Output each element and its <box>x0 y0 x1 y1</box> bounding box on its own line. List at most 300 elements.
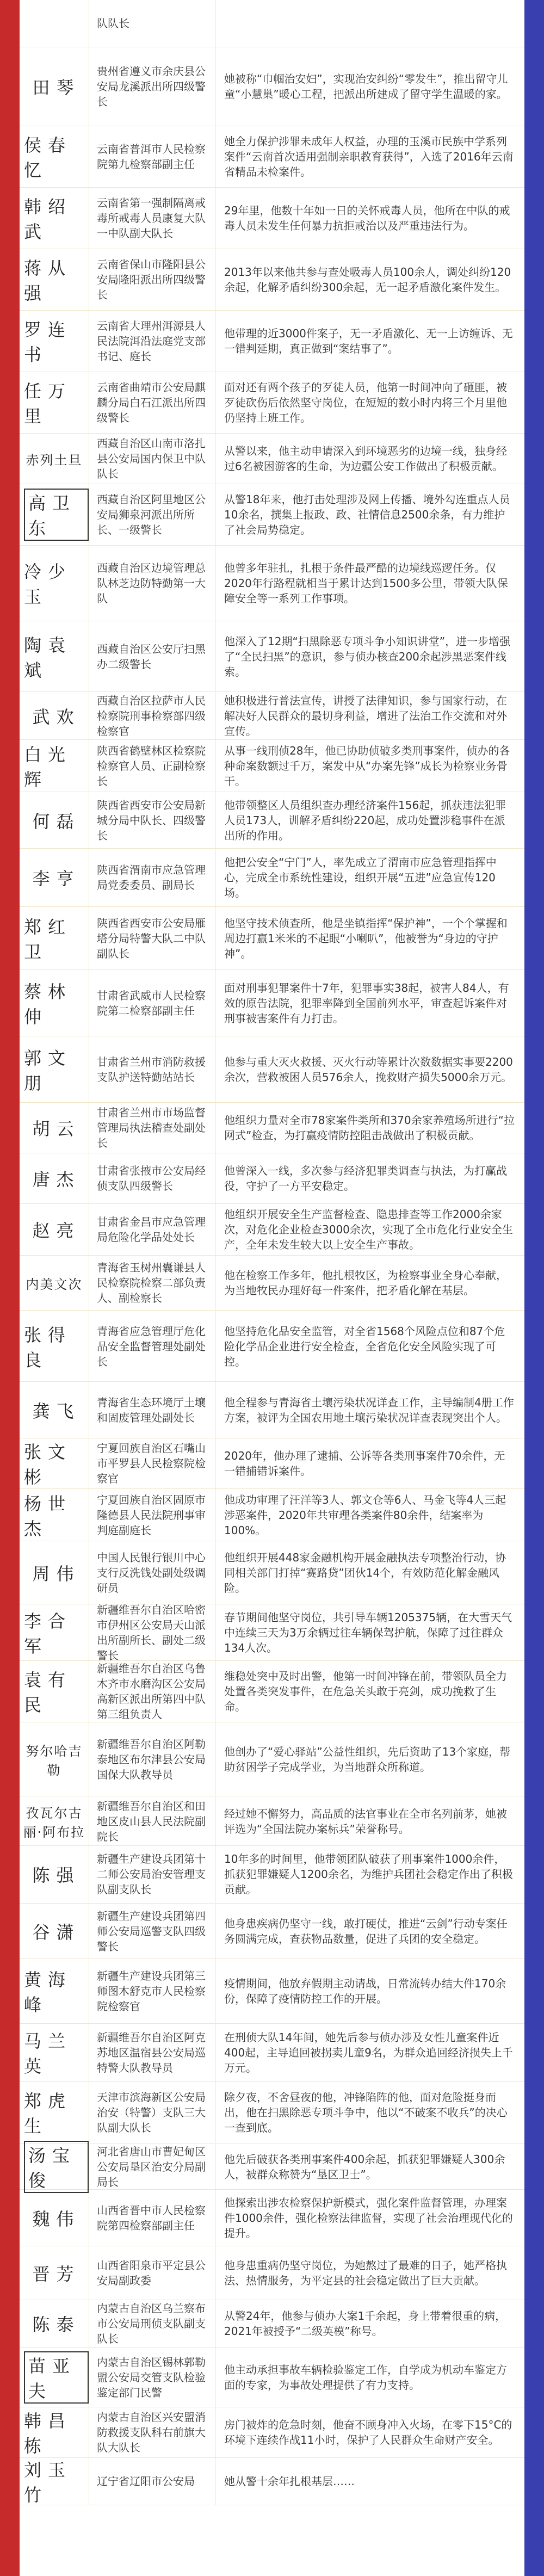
honoree-name-text: 蔡林伸 <box>24 981 72 1027</box>
honoree-deed-text: 他全程参与青海省土壤污染状况详查工作，主导编制4册工作方案，被评为全国农用地土壤污染状况详查表现突出个人。 <box>224 1395 514 1424</box>
honoree-row <box>20 2190 524 2246</box>
honoree-row <box>20 126 524 188</box>
honoree-name-text: 苗亚夫 <box>24 2351 89 2404</box>
honoree-unit <box>89 1153 215 1203</box>
honoree-unit <box>89 47 215 126</box>
honoree-name-text: 高卫东 <box>24 489 89 541</box>
honoree-deed <box>215 2300 524 2347</box>
honoree-deed <box>215 2407 524 2457</box>
honoree-deed-text: 2020年，他办理了逮捕、公诉等各类刑事案件70余件，无一错捕错诉案件。 <box>224 1449 505 1478</box>
honoree-deed <box>215 47 524 126</box>
honoree-unit-text: 河北省唐山市曹妃甸区公安局垦区治安分局副局长 <box>97 2145 206 2189</box>
honoree-name <box>20 2024 89 2081</box>
honoree-deed <box>215 621 524 691</box>
honoree-deed-text: 他把公安全“宁门”人，率先成立了渭南市应急管理指挥中心，完成全市系统性建设，组织开展“五进”应急宣传120场。 <box>224 856 497 899</box>
honoree-row <box>20 47 524 126</box>
honoree-unit-text: 西藏自治区拉萨市人民检察院刑事检察部四级检察官 <box>97 694 206 738</box>
honoree-row <box>20 1036 524 1103</box>
honoree-row <box>20 372 524 434</box>
honoree-row <box>20 907 524 970</box>
honoree-deed-text: 他参与重大灭火救援、灭火行动等累计次数数据实事要2200余次，营救被困人员576余人，挽救财产损失5000余万元。 <box>224 1055 513 1084</box>
honoree-deed-text: 除夕夜，不舍昼夜的他，冲锋陷阵的他，面对危险挺身而出，他在扫黑除恶专项斗争中，他以“不破案不收兵”的决心一查到底。 <box>224 2091 508 2134</box>
honoree-unit <box>89 2246 215 2300</box>
honoree-unit-text: 青海省生态环境厅土壤和固废管理处副处长 <box>97 1395 206 1424</box>
honoree-deed <box>215 2144 524 2189</box>
honoree-deed <box>215 2348 524 2407</box>
honoree-unit <box>89 1036 215 1102</box>
honoree-deed <box>215 484 524 545</box>
honoree-deed-text: 他带理的近3000件案子，无一矛盾激化、无一上访缠诉、无一错判延期，真正做到“案结事了”。 <box>224 327 513 355</box>
honoree-deed <box>215 1845 524 1903</box>
honoree-unit-text: 山西省阳泉市平定县公安局副政委 <box>97 2259 206 2287</box>
honoree-deed-text: 他成功审理了汪洋等3人、郭文仓等6人、马金飞等4人三起涉恶案件，2020年共审理各类案件80余件，结案率为100%。 <box>224 1493 506 1537</box>
honoree-row <box>20 1103 524 1153</box>
honoree-deed <box>215 1541 524 1604</box>
honoree-name-text: 蒋从强 <box>24 258 72 304</box>
honoree-row <box>20 2300 524 2348</box>
honoree-unit-text: 甘肃省兰州市消防救援支队护送特勤站站长 <box>97 1055 206 1084</box>
honoree-deed <box>215 372 524 433</box>
honoree-deed-text: 在刑侦大队14年间，她先后参与侦办涉及女性儿童案件近400起，主导追回被拐卖儿童9名，为群众追回经济损失上千万元。 <box>224 2031 513 2074</box>
honoree-name <box>20 1661 89 1722</box>
honoree-unit <box>89 693 215 739</box>
honoree-row <box>20 2348 524 2407</box>
honoree-deed-text: 他主动承担事故车辆检验鉴定工作，自学成为机动车鉴定方面的专家，为事故处理提供了有力支持。 <box>224 2363 507 2392</box>
honoree-deed-text: 他曾多年驻扎，扎根于条件最严酷的边境线巡逻任务。仅2020年行路程就相当于累计达到1500多公里，带领大队保障安全等一系列工作事项。 <box>224 561 508 605</box>
honoree-row <box>20 434 524 484</box>
honoree-deed <box>215 434 524 484</box>
honoree-name <box>20 2407 89 2457</box>
honoree-unit <box>89 1438 215 1488</box>
honoree-deed-text: 他组织开展安全生产监督检查、隐患排查等工作2000余家次，对危化企业检查3000余次，实现了全市危化行业安全生产，全年未发生较大以上安全生产事故。 <box>224 1207 513 1251</box>
honoree-deed <box>215 849 524 906</box>
honoree-deed <box>215 2082 524 2143</box>
honoree-row <box>20 1153 524 1204</box>
honoree-unit <box>89 1845 215 1903</box>
honoree-name-text: 周伟 <box>32 1563 81 1584</box>
honoree-unit-text: 云南省曲靖市公安局麒麟分局白石江派出所四级警长 <box>97 381 206 424</box>
honoree-unit <box>89 311 215 372</box>
honoree-unit <box>89 372 215 433</box>
honoree-name <box>20 1722 89 1796</box>
honoree-name-text: 魏伟 <box>32 2208 81 2229</box>
honoree-unit <box>89 484 215 545</box>
honoree-deed-text: 从警以来，他主动申请深入到环境恶劣的边境一线，独身经过6名被困游客的生命，为边疆公安工作做出了积极贡献。 <box>224 444 507 473</box>
honoree-name <box>20 311 89 372</box>
honoree-unit <box>89 1797 215 1845</box>
honoree-deed-text: 她被称“巾帼治安妇”，实现治安纠纷“零发生”，推出留守儿童“小慧巢”暖心工程，把派出所建成了留守学生温暖的家。 <box>224 72 508 101</box>
honoree-unit <box>89 1489 215 1541</box>
honoree-name-text: 李合军 <box>24 1610 72 1657</box>
honoree-name <box>20 1489 89 1541</box>
honoree-unit-text: 新疆生产建设兵团第三师图木舒克市人民检察院检察官 <box>97 1969 206 2013</box>
honoree-row <box>20 0 524 47</box>
honoree-deed <box>215 2246 524 2300</box>
honoree-name <box>20 372 89 433</box>
honoree-name <box>20 1036 89 1102</box>
honoree-row <box>20 2024 524 2082</box>
honoree-unit <box>89 249 215 310</box>
honoree-unit <box>89 849 215 906</box>
honoree-row <box>20 1661 524 1722</box>
honoree-unit-text: 陕西省渭南市应急管理局党委委员、副局长 <box>97 863 206 892</box>
honoree-name-text: 赵亮 <box>32 1220 81 1241</box>
honoree-name-text: 武欢 <box>32 707 81 727</box>
honoree-deed-text: 从事一线刑侦28年，他已协助侦破多类刑事案件，侦办的各种命案数额过千万，案发中从“办案先锋”成长为检察业务骨干。 <box>224 744 510 788</box>
honoree-name <box>20 740 89 792</box>
honoree-row <box>20 1311 524 1382</box>
honoree-name-text: 黄海峰 <box>24 1969 72 2015</box>
honoree-unit-text: 中国人民银行银川中心支行反洗钱处副处级调研员 <box>97 1550 206 1595</box>
honoree-name <box>20 621 89 691</box>
honoree-name-text: 罗连书 <box>24 319 72 365</box>
honoree-name-text: 冷少玉 <box>24 561 72 607</box>
honoree-name-text: 汤宝俊 <box>24 2141 89 2193</box>
honoree-unit <box>89 792 215 848</box>
honoree-row <box>20 2407 524 2458</box>
honoree-unit <box>89 1661 215 1722</box>
honoree-name-text: 刘玉竹 <box>24 2460 72 2505</box>
honoree-unit <box>89 1904 215 1959</box>
honoree-deed-text: 他组织开展448家金融机构开展金融执法专项整治行动，协同相关部门打掉“赛路贷”团伙14个，有效防范化解金融风险。 <box>224 1550 506 1595</box>
honoree-row <box>20 1797 524 1846</box>
honoree-unit <box>89 1604 215 1660</box>
honoree-unit <box>89 434 215 484</box>
honoree-name-text: 孜瓦尔古丽·阿布拉 <box>23 1805 85 1840</box>
honoree-name-text: 赤列土旦 <box>26 452 83 468</box>
honoree-row <box>20 1489 524 1541</box>
honoree-deed-text: 他先后破获各类刑事案件400余起，抓获犯罪嫌疑人300余人，被群众称赞为“垦区卫士”。 <box>224 2152 505 2181</box>
honoree-row <box>20 2144 524 2190</box>
honoree-deed-text: 面对还有两个孩子的歹徒人员，他第一时间冲向了砸匪，被歹徒砍伤后依然坚守岗位，在短短的数小时内将三个月里他仍坚持上班工作。 <box>224 381 507 424</box>
honoree-unit-text: 西藏自治区山南市洛扎县公安局国内保卫中队队长 <box>97 437 206 480</box>
honoree-unit-text: 天津市滨海新区公安局治安（特警）支队三大队副大队长 <box>97 2091 206 2134</box>
honoree-name <box>20 434 89 484</box>
honoree-name <box>20 47 89 126</box>
honoree-row <box>20 792 524 849</box>
honoree-unit <box>89 1103 215 1153</box>
honoree-deed <box>215 1959 524 2023</box>
honoree-name <box>20 907 89 969</box>
honoree-deed-text: 从警24年，他参与侦办大案1千余起，身上带着很重的病，2021年被授予“二级英模”称号。 <box>224 2309 506 2338</box>
honoree-deed <box>215 1203 524 1255</box>
honoree-deed-text: 春节期间他坚守岗位，共引导车辆1205375辆，在大雪天气中连续三天为3万余辆过往车辆保驾护航，保障了过往群众134人次。 <box>224 1610 512 1654</box>
honoree-deed <box>215 1311 524 1381</box>
honoree-deed <box>215 2458 524 2505</box>
honoree-name <box>20 1541 89 1604</box>
honoree-name <box>20 188 89 249</box>
honoree-name-text: 内美文次 <box>26 1276 83 1292</box>
honoree-deed <box>215 1604 524 1660</box>
honoree-unit <box>89 1541 215 1604</box>
honoree-deed-text: 他在检察工作多年，他扎根牧区，为检察事业全身心奉献，为当地牧民办理好每一件案件，把矛盾化解在基层。 <box>224 1269 507 1297</box>
honoree-deed-text: 疫情期间，他放弃假期主动请战，日常流转办结大件170余份，保障了疫情防控工作的开展。 <box>224 1977 506 2005</box>
honoree-deed <box>215 311 524 372</box>
honoree-unit <box>89 188 215 249</box>
honoree-name-text: 张得良 <box>24 1324 72 1370</box>
honoree-deed <box>215 1256 524 1310</box>
honoree-unit <box>89 1311 215 1381</box>
honoree-unit-text: 青海省玉树州囊谦县人民检察院检察二部负责人、副检察长 <box>97 1261 206 1305</box>
honoree-deed <box>215 1904 524 1959</box>
honoree-unit-text: 新疆维吾尔自治区阿克苏地区温宿县公安局巡特警大队教导员 <box>97 2031 206 2074</box>
honoree-row <box>20 740 524 792</box>
honoree-deed <box>215 693 524 739</box>
honoree-unit-text: 青海省应急管理厅危化品安全监督管理处副处长 <box>97 1324 206 1368</box>
honoree-name <box>20 970 89 1036</box>
honoree-row <box>20 693 524 740</box>
honoree-deed <box>215 249 524 310</box>
honoree-name-text: 韩昌栋 <box>24 2411 72 2456</box>
honoree-unit <box>89 546 215 621</box>
honoree-row <box>20 1845 524 1904</box>
honoree-unit-text: 内蒙古自治区锡林郭勒盟公安局交管支队检验鉴定部门民警 <box>97 2355 206 2399</box>
honoree-name <box>20 1311 89 1381</box>
honoree-unit-text: 甘肃省金昌市应急管理局危险化学品处处长 <box>97 1215 206 1244</box>
honoree-deed-text: 他身患重病仍坚守岗位，为她熬过了最难的日子，她严格执法、热情服务，为平定县的社会稳定做出了巨大贡献。 <box>224 2259 507 2287</box>
honoree-unit-text: 西藏自治区公安厅扫黑办二级警长 <box>97 642 206 671</box>
honoree-deed <box>215 1103 524 1153</box>
honoree-deed <box>215 792 524 848</box>
honoree-deed-text: 面对刑事犯罪案件十7年，犯罪事实38起，被害人84人，有效的原告法院，犯罪率降到全国前列水平，审查起诉案件对刑事被害案件有力打击。 <box>224 981 509 1025</box>
honoree-name-text: 马兰英 <box>24 2031 72 2077</box>
honoree-unit-text: 西藏自治区阿里地区公安局狮泉河派出所所长、一级警长 <box>97 493 206 536</box>
honoree-unit-text: 甘肃省张掖市公安局经侦支队四级警长 <box>97 1164 206 1193</box>
honoree-row <box>20 1904 524 1959</box>
honoree-name <box>20 546 89 621</box>
honoree-name-text: 白光辉 <box>24 744 72 790</box>
honoree-unit-text: 新疆维吾尔自治区哈密市伊州区公安局天山派出所副所长、副处二级警长 <box>97 1603 206 1662</box>
honoree-deed-text: 他组织力量对全市78家案件类所和370余家养殖场所进行“拉网式”检查，为打赢疫情防控阻击战做出了积极贡献。 <box>224 1114 515 1142</box>
honoree-unit <box>89 1382 215 1438</box>
honoree-name <box>20 1203 89 1255</box>
honoree-unit-text: 辽宁省辽阳市公安局 <box>97 2475 195 2488</box>
honoree-name-text: 侯春忆 <box>24 135 72 181</box>
honoree-unit-text: 陕西省鹤壁林区检察院检察官人员、正副检察长 <box>97 744 206 788</box>
honoree-name-text: 郑红卫 <box>24 916 72 962</box>
honoree-row <box>20 2246 524 2300</box>
honoree-deed <box>215 1722 524 1796</box>
honoree-unit <box>89 1959 215 2023</box>
honoree-unit <box>89 2082 215 2143</box>
honoree-row <box>20 849 524 907</box>
honoree-unit-text: 新疆生产建设兵团第十二师公安局治安管理支队副支队长 <box>97 1852 206 1896</box>
honoree-row <box>20 311 524 372</box>
honoree-deed-text: 10年多的时间里，他带领团队破获了刑事案件1000余件，抓获犯罪嫌疑人1200余名，为维护兵团社会稳定作出了积极贡献。 <box>224 1852 513 1896</box>
honoree-name-text: 陈强 <box>32 1865 81 1886</box>
honoree-name-text: 何磊 <box>32 811 81 832</box>
honoree-deed <box>215 2190 524 2246</box>
honoree-deed-text: 她全力保护涉罪未成年人权益，办理的玉溪市民族中学系列案件“云南首次适用强制亲职教育获得”，入选了2016年云南省精品未检案件。 <box>224 135 514 178</box>
honoree-name-text: 龚飞 <box>32 1400 81 1422</box>
honoree-unit-text: 甘肃省武威市人民检察院第二检察部副主任 <box>97 989 206 1017</box>
honoree-deed <box>215 1153 524 1203</box>
honoree-unit-text: 新疆维吾尔自治区和田地区皮山县人民法院副院长 <box>97 1799 206 1843</box>
honoree-deed-text: 他身患疾病仍坚守一线，敢打硬仗，推进“云剑”行动专案任务圆满完成，查获物品数量，促进了兵团的安全稳定。 <box>224 1917 508 1945</box>
honoree-name-text: 杨世杰 <box>24 1493 72 1539</box>
honoree-deed-text: 她积极进行普法宣传，讲授了法律知识，参与国家行动，在解决好人民群众的最切身利益，增进了法治工作交流和对外宣传。 <box>224 694 507 738</box>
honoree-unit-text: 云南省第一强制隔离戒毒所戒毒人员康复大队一中队副大队长 <box>97 196 206 240</box>
honoree-name <box>20 2144 89 2189</box>
honoree-row <box>20 484 524 546</box>
honoree-unit-text: 云南省大理州洱源县人民法院洱沿法庭党支部书记、庭长 <box>97 319 206 363</box>
honoree-unit <box>89 2348 215 2407</box>
honoree-unit <box>89 1203 215 1255</box>
honoree-deed <box>215 740 524 792</box>
honoree-name-text: 郭文朋 <box>24 1047 72 1094</box>
honoree-deed <box>215 1489 524 1541</box>
honoree-name <box>20 1797 89 1845</box>
honoree-unit-text: 队队长 <box>97 17 129 30</box>
honoree-name <box>20 2246 89 2300</box>
honoree-row <box>20 2082 524 2143</box>
honoree-deed-text: 维稳处突中及时出警，他第一时间冲锋在前，带领队员全力处置各类突发事件，在危急关头敢于亮剑，成功挽救了生命。 <box>224 1670 507 1713</box>
honoree-deed <box>215 970 524 1036</box>
honoree-unit <box>89 2300 215 2347</box>
honoree-row <box>20 1604 524 1661</box>
honoree-name-text: 陈泰 <box>32 2314 81 2335</box>
honor-roll-sheet <box>20 0 524 2576</box>
honoree-unit <box>89 621 215 691</box>
honoree-name-text: 李亨 <box>32 868 81 889</box>
honoree-name <box>20 1153 89 1203</box>
honoree-name-text: 努尔哈吉勒 <box>26 1743 83 1778</box>
honoree-name <box>20 1438 89 1488</box>
honoree-row <box>20 1256 524 1311</box>
honoree-row <box>20 1959 524 2024</box>
honoree-deed-text: 他曾深入一线，多次参与经济犯罪类调查与执法，为打赢战役，守护了一方平安稳定。 <box>224 1164 507 1193</box>
honoree-row <box>20 188 524 249</box>
honoree-unit-text: 陕西省西安市公安局雁塔分局特警大队二中队副队长 <box>97 916 206 960</box>
honoree-unit-text: 云南省保山市隆阳县公安局隆阳派出所四级警长 <box>97 258 206 301</box>
honoree-name <box>20 0 89 47</box>
honoree-deed-text: 他深入了12期“扫黑除恶专项斗争小知识讲堂”，进一步增强了“全民扫黑”的意识，参与侦办核查200余起涉黑恶案件线索。 <box>224 634 511 678</box>
honoree-deed <box>215 2024 524 2081</box>
honoree-deed <box>215 1661 524 1722</box>
honoree-name <box>20 1845 89 1903</box>
honoree-name-text: 田琴 <box>32 77 81 98</box>
honoree-name <box>20 2348 89 2407</box>
honoree-unit-text: 甘肃省兰州市市场监督管理局执法稽查处副处长 <box>97 1106 206 1150</box>
honoree-row <box>20 1203 524 1256</box>
honoree-name <box>20 792 89 848</box>
honoree-unit <box>89 2144 215 2189</box>
honoree-name <box>20 2190 89 2246</box>
honoree-row <box>20 1438 524 1489</box>
honoree-name <box>20 1904 89 1959</box>
honoree-row <box>20 2458 524 2505</box>
honoree-unit-text: 新疆维吾尔自治区阿勒泰地区布尔津县公安局国保大队教导员 <box>97 1737 206 1781</box>
honoree-unit-text: 宁夏回族自治区石嘴山市平罗县人民检察院检察官 <box>97 1442 206 1485</box>
honoree-name-text: 袁有民 <box>24 1670 72 1715</box>
honoree-deed-text: 经过她不懈努力，高品质的法官事业在全市名列前茅，她被评选为“全国法院办案标兵”荣誉称号。 <box>224 1807 507 1836</box>
honoree-name <box>20 849 89 906</box>
honoree-name-text: 张文彬 <box>24 1442 72 1487</box>
honoree-deed-text: 她从警十余年扎根基层…… <box>224 2475 355 2488</box>
honoree-unit-text: 内蒙古自治区乌兰察布市公安局刑侦支队副支队长 <box>97 2302 206 2345</box>
honoree-unit <box>89 1722 215 1796</box>
honoree-unit <box>89 2190 215 2246</box>
honoree-unit <box>89 2407 215 2457</box>
honoree-unit-text: 贵州省遵义市余庆县公安局龙溪派出所四级警长 <box>97 65 206 108</box>
honoree-row <box>20 1722 524 1796</box>
honoree-name <box>20 2082 89 2143</box>
honoree-row <box>20 621 524 692</box>
honoree-unit <box>89 126 215 187</box>
honoree-deed <box>215 546 524 621</box>
honoree-unit-text: 西藏自治区边境管理总队林芝边防特勤第一大队 <box>97 561 206 605</box>
honoree-name <box>20 484 89 545</box>
honoree-deed-text: 他坚持危化品安全监管，对全省1568个风险点位和87个危险化学品企业进行安全检查，全省危化安全风险实现了可控。 <box>224 1324 505 1368</box>
honoree-unit <box>89 740 215 792</box>
honoree-row <box>20 546 524 621</box>
honoree-unit <box>89 2024 215 2081</box>
honoree-deed <box>215 1382 524 1438</box>
honoree-deed <box>215 907 524 969</box>
honoree-deed-text: 2013年以来他共参与查处吸毒人员100余人，调处纠纷120余起，化解矛盾纠纷300余起，无一起矛盾激化案件发生。 <box>224 265 511 294</box>
honoree-name-text: 唐杰 <box>32 1169 81 1190</box>
honoree-deed-text: 他带领整区人员组织查办理经济案件156起，抓获违法犯罪人员173人，训解矛盾纠纷220起，成功处置涉稳事件在派出所的作用。 <box>224 798 506 842</box>
honoree-deed <box>215 1438 524 1488</box>
honoree-deed-text: 房门被炸的危急时刻，他奋不顾身冲入火场，在零下15°C的环境下连续作战11小时，保护了人民群众生命财产安全。 <box>224 2418 512 2447</box>
honoree-name-text: 韩绍武 <box>24 196 72 242</box>
honoree-deed <box>215 1797 524 1845</box>
honoree-name <box>20 126 89 187</box>
honoree-name-text: 谷潇 <box>32 1922 81 1943</box>
honoree-deed-text: 他创办了“爱心驿站”公益性组织，先后资助了13个家庭，帮助贫困学子完成学业，为当地群众所称道。 <box>224 1745 511 1774</box>
honoree-name <box>20 2458 89 2505</box>
honoree-unit <box>89 970 215 1036</box>
honoree-name <box>20 693 89 739</box>
honoree-name <box>20 1103 89 1153</box>
honoree-name <box>20 1256 89 1310</box>
honoree-unit <box>89 1256 215 1310</box>
honoree-deed-text: 从警18年来，他打击处理涉及网上传播、境外勾连重点人员10余名，撰集上报政、政、社情信息2500余条，有力维护了社会局势稳定。 <box>224 493 510 536</box>
honoree-row <box>20 1541 524 1604</box>
honoree-deed-text: 他探索出涉农检察保护新模式，强化案件监督管理，办理案件1000余件，强化检察法律监督，实现了社会治理现代化的提升。 <box>224 2196 513 2240</box>
honoree-unit-text: 陕西省西安市公安局新城分局中队长、四级警长 <box>97 798 206 842</box>
honoree-name <box>20 2300 89 2347</box>
honoree-unit <box>89 2458 215 2505</box>
honoree-unit-text: 新疆生产建设兵团第四师公安局巡警支队四级警长 <box>97 1910 206 1953</box>
honoree-deed <box>215 0 524 47</box>
honoree-name-text: 胡云 <box>32 1119 81 1139</box>
honoree-name-text: 任万里 <box>24 381 72 427</box>
honoree-name <box>20 1959 89 2023</box>
honoree-unit-text: 内蒙古自治区兴安盟消防救援支队科右前旗大队大队长 <box>97 2411 206 2454</box>
honoree-unit-text: 宁夏回族自治区固原市隆德县人民法院刑事审判庭副庭长 <box>97 1493 206 1537</box>
honoree-unit-text: 新疆维吾尔自治区乌鲁木齐市水磨沟区公安局高新区派出所第四中队第三组负责人 <box>97 1662 206 1721</box>
honoree-name-text: 陶袁斌 <box>24 634 72 681</box>
honoree-unit-text: 山西省晋中市人民检察院第四检察部副主任 <box>97 2203 206 2232</box>
honoree-row <box>20 249 524 311</box>
honoree-unit-text: 云南省普洱市人民检察院第九检察部副主任 <box>97 143 206 171</box>
honoree-name-text: 郑虎生 <box>24 2091 72 2136</box>
honoree-name <box>20 1382 89 1438</box>
honoree-unit <box>89 907 215 969</box>
honoree-name <box>20 249 89 310</box>
honoree-deed-text: 29年里，他数十年如一日的关怀戒毒人员，他所在中队的戒毒人员未发生任何暴力抗拒戒治以及严重违法行为。 <box>224 204 510 232</box>
honoree-name-text: 晋芳 <box>32 2264 81 2284</box>
honoree-row <box>20 1382 524 1438</box>
honoree-deed <box>215 1036 524 1102</box>
honoree-unit <box>89 0 215 47</box>
honoree-name <box>20 1604 89 1660</box>
honoree-deed <box>215 188 524 249</box>
honoree-deed-text: 他坚守技术侦查所，他是坐镇指挥“保护神”，一个个掌握和周边打赢1米米的不起眼“小喇叭”，他被誉为“身边的守护神”。 <box>224 916 508 960</box>
honoree-row <box>20 970 524 1036</box>
honoree-deed <box>215 126 524 187</box>
